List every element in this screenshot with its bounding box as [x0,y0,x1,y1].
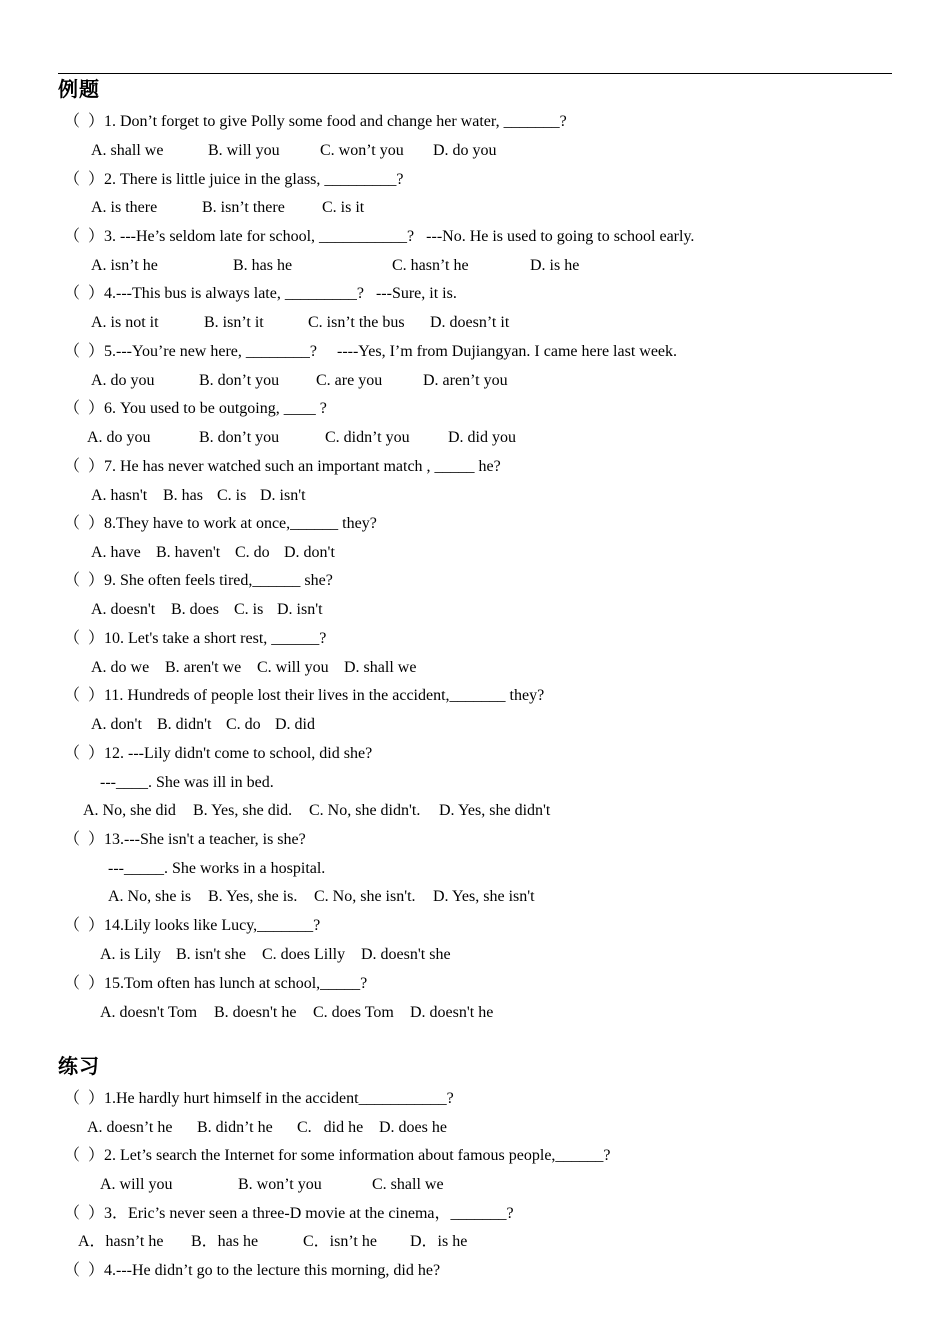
question-5: （ ）5.---You’re new here, ________? ----Yes, I’m from Dujiangyan. I came here last week. [64,343,678,360]
options-q6 [87,428,516,448]
practice-question-1: （ ）1.He hardly hurt himself in the accident___________? [64,1090,454,1107]
option-c: C. does Lilly [262,946,346,963]
question-1: （ ）1. Don’t forget to give Polly some food and change her water, _______? [64,113,567,130]
option-c: C. No, she isn't. [314,888,416,905]
practice-options-q2 [100,1175,444,1195]
option-a: A. doesn't Tom [100,1004,198,1021]
option-c: C. is [217,487,247,504]
options-q10 [91,658,416,678]
option-b: B．has he [191,1233,259,1250]
question-7: （ ）7. He has never watched such an important match , _____ he? [64,458,501,475]
option-d: D. Yes, she isn't [433,888,535,905]
option-c: C. shall we [372,1176,444,1193]
question-4: （ ）4.---This bus is always late, _________? ---Sure, it is. [64,285,457,302]
options-q11 [91,715,315,735]
options-q2 [91,198,364,218]
option-a: A. do you [91,372,155,389]
option-c: C. won’t you [320,142,404,159]
option-a: A. don't [91,716,142,733]
practice-options-q3 [78,1232,467,1252]
option-b: B. don’t you [199,429,280,446]
answer-line-q13: ---_____. She works in a hospital. [108,860,326,877]
option-d: D. doesn't he [410,1004,494,1021]
question-14: （ ）14.Lily looks like Lucy,_______? [64,917,321,934]
option-b: B. isn't she [176,946,246,963]
option-b: B. has [163,487,203,504]
option-d: D. shall we [344,659,417,676]
option-a: A. doesn’t he [87,1119,173,1136]
option-d: D. doesn't she [361,946,451,963]
option-c: C. No, she didn't. [309,802,421,819]
option-c: C. do [235,544,270,561]
options-q4 [91,313,509,333]
option-b: B. isn’t it [204,314,264,331]
option-c: C. do [226,716,261,733]
option-b: B. doesn't he [214,1004,297,1021]
practice-question-2: （ ）2. Let’s search the Internet for some information about famous people,______? [64,1147,611,1164]
option-b: B. haven't [156,544,221,561]
option-b: B. isn’t there [202,199,285,216]
option-d: D. doesn’t it [430,314,510,331]
question-9: （ ）9. She often feels tired,______ she? [64,572,333,589]
option-b: B. aren't we [165,659,242,676]
option-a: A. is not it [91,314,159,331]
header-rule [58,73,892,74]
option-a: A. do you [87,429,151,446]
option-d: D. does he [379,1119,447,1136]
option-a: A．hasn’t he [78,1233,164,1250]
option-c: C. isn’t the bus [308,314,405,331]
option-b: B. has he [233,257,293,274]
option-b: B. does [171,601,219,618]
option-d: D. aren’t you [423,372,508,389]
options-q14 [100,945,451,965]
option-a: A. is there [91,199,158,216]
option-a: A. hasn't [91,487,148,504]
section-title-examples: 例题 [58,77,100,101]
question-12: （ ）12. ---Lily didn't come to school, did she? [64,745,373,762]
option-a: A. shall we [91,142,164,159]
option-c: C. will you [257,659,329,676]
option-c: C. is it [322,199,365,216]
options-q8 [91,543,335,563]
option-b: B. didn’t he [197,1119,273,1136]
question-15: （ ）15.Tom often has lunch at school,_____? [64,975,368,992]
practice-options-q1 [87,1118,447,1138]
practice-question-3: （ ）3．Eric’s never seen a three-D movie at the cinema，_______? [64,1205,514,1222]
question-2: （ ）2. There is little juice in the glass, _________? [64,171,404,188]
option-a: A. isn’t he [91,257,158,274]
option-d: D. don't [284,544,335,561]
option-b: B. Yes, she did. [193,802,293,819]
option-c: C. are you [316,372,383,389]
option-c: C. does Tom [313,1004,394,1021]
option-a: A. doesn't [91,601,156,618]
option-d: D. isn't [277,601,323,618]
option-d: D. is he [530,257,580,274]
question-13: （ ）13.---She isn't a teacher, is she? [64,831,306,848]
option-a: A. No, she is [108,888,192,905]
option-d: D. Yes, she didn't [439,802,551,819]
practice-question-4: （ ）4.---He didn’t go to the lecture this morning, did he? [64,1262,441,1279]
options-q12 [83,801,550,821]
answer-line-q12: ---____. She was ill in bed. [100,774,274,791]
options-q3 [91,256,579,276]
options-q5 [91,371,508,391]
option-a: A. is Lily [100,946,161,963]
option-a: A. do we [91,659,150,676]
question-3: （ ）3. ---He’s seldom late for school, ___________? ---No. He is used to going to school early. [64,228,695,245]
question-10: （ ）10. Let's take a short rest, ______? [64,630,327,647]
option-c: C. did he [297,1119,364,1136]
option-b: B. don’t you [199,372,280,389]
option-a: A. have [91,544,141,561]
question-11: （ ）11. Hundreds of people lost their lives in the accident,_______ they? [64,687,545,704]
option-c: C. hasn’t he [392,257,469,274]
option-b: B. won’t you [238,1176,322,1193]
option-c: C. is [234,601,264,618]
option-a: A. No, she did [83,802,176,819]
option-b: B. didn't [157,716,212,733]
options-q9 [91,600,323,620]
option-d: D. did [275,716,315,733]
option-a: A. will you [100,1176,173,1193]
option-b: B. will you [208,142,280,159]
option-d: D. isn't [260,487,306,504]
option-c: C. didn’t you [325,429,410,446]
question-8: （ ）8.They have to work at once,______ they? [64,515,377,532]
option-b: B. Yes, she is. [208,888,298,905]
option-d: D．is he [410,1233,468,1250]
options-q15 [100,1003,493,1023]
options-q13 [108,887,535,907]
option-d: D. did you [448,429,516,446]
section-title-practice: 练习 [58,1054,100,1078]
option-d: D. do you [433,142,497,159]
options-q7 [91,486,306,506]
question-6: （ ）6. You used to be outgoing, ____ ? [64,400,327,417]
options-q1 [91,141,497,161]
option-c: C．isn’t he [303,1233,377,1250]
